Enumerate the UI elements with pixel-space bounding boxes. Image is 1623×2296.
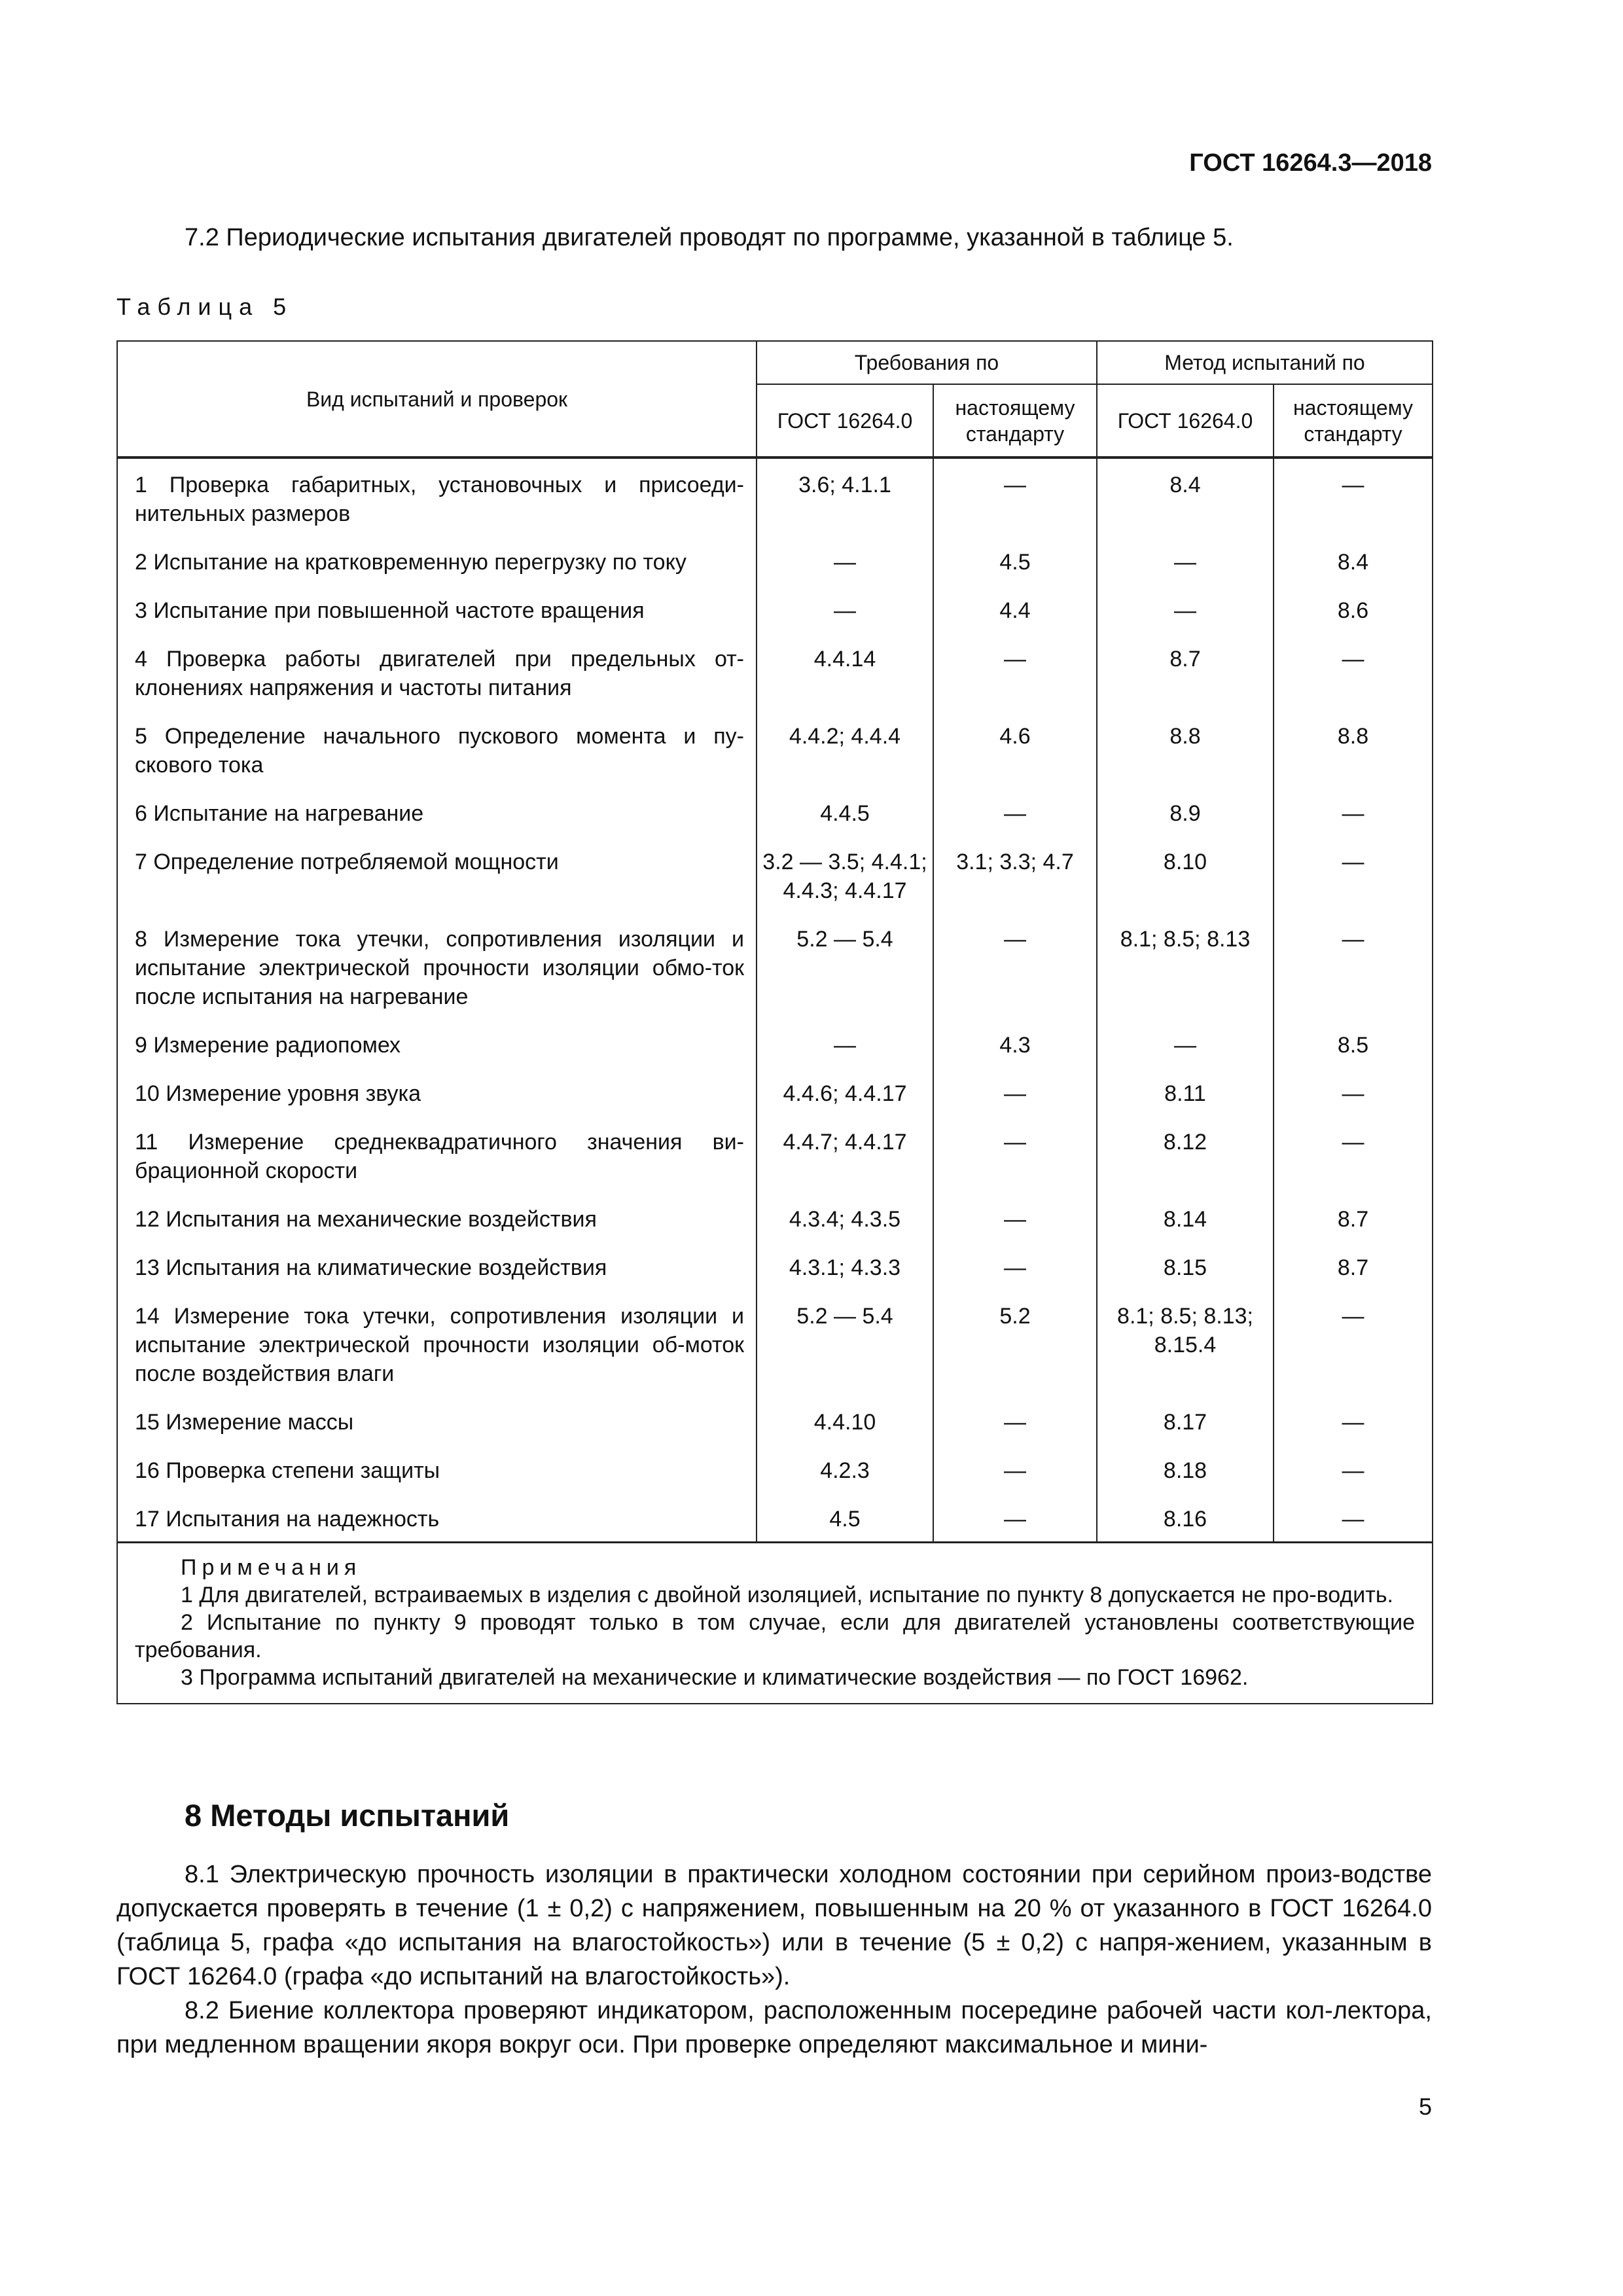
row-test-name: 3 Испытание при повышенной частоте вращения	[117, 596, 757, 645]
row-method-gost: 8.4	[1097, 457, 1274, 548]
row-req-gost: 4.4.6; 4.4.17	[757, 1079, 933, 1128]
table-row	[117, 1253, 1433, 1302]
table-label: Таблица 5	[116, 293, 294, 320]
row-method-standard: —	[1274, 1408, 1433, 1456]
row-req-gost: 4.4.7; 4.4.17	[757, 1128, 933, 1205]
table-row	[117, 645, 1433, 722]
row-req-gost: —	[757, 548, 933, 596]
row-method-gost: 8.14	[1097, 1205, 1274, 1253]
header-method-standard: настоящему стандарту	[1274, 384, 1433, 457]
row-test-name: 9 Измерение радиопомех	[117, 1031, 757, 1079]
row-method-standard: —	[1274, 645, 1433, 722]
row-method-gost: 8.17	[1097, 1408, 1274, 1456]
row-req-gost: 4.4.14	[757, 645, 933, 722]
row-test-name: 4 Проверка работы двигателей при предельных от-клонениях напряжения и частоты питания	[117, 645, 757, 722]
row-test-name: 11 Измерение среднеквадратичного значения ви-брационной скорости	[117, 1128, 757, 1205]
row-method-gost: 8.18	[1097, 1456, 1274, 1505]
row-req-standard: 4.6	[933, 722, 1097, 799]
row-req-standard: —	[933, 1253, 1097, 1302]
row-method-standard: 8.5	[1274, 1031, 1433, 1079]
page-number: 5	[1418, 2093, 1432, 2120]
note-item: 1 Для двигателей, встраиваемых в изделия с двойной изоляцией, испытание по пункту 8 допускается не про-водить.	[181, 1583, 1393, 1607]
header-test-method: Метод испытаний по	[1097, 341, 1433, 384]
row-req-gost: 4.3.1; 4.3.3	[757, 1253, 933, 1302]
row-req-standard: —	[933, 457, 1097, 548]
header-requirements: Требования по	[757, 341, 1097, 384]
row-req-standard: —	[933, 1128, 1097, 1205]
table-row	[117, 722, 1433, 799]
row-req-standard: 5.2	[933, 1302, 1097, 1408]
row-method-gost: —	[1097, 596, 1274, 645]
row-method-gost: —	[1097, 548, 1274, 596]
row-req-gost: 3.6; 4.1.1	[757, 457, 933, 548]
row-req-gost: 5.2 — 5.4	[757, 1302, 933, 1408]
row-test-name: 16 Проверка степени защиты	[117, 1456, 757, 1505]
row-method-standard: —	[1274, 1505, 1433, 1543]
row-test-name: 5 Определение начального пускового момента и пу-скового тока	[117, 722, 757, 799]
row-req-gost: 4.4.2; 4.4.4	[757, 722, 933, 799]
paragraph: 8.2 Биение коллектора проверяют индикатором, расположенным посередине рабочей части кол-лектора, при медленном вращении якоря вокруг оси. При проверке определяют максимальное и мини-	[116, 1997, 1432, 2058]
row-req-gost: —	[757, 1031, 933, 1079]
row-req-standard: —	[933, 1079, 1097, 1128]
row-method-standard: —	[1274, 1456, 1433, 1505]
row-method-gost: 8.10	[1097, 848, 1274, 925]
row-req-standard: —	[933, 1205, 1097, 1253]
table-notes	[117, 1543, 1433, 1704]
row-req-gost: 4.5	[757, 1505, 933, 1543]
row-req-gost: 4.3.4; 4.3.5	[757, 1205, 933, 1253]
row-method-standard: 8.7	[1274, 1253, 1433, 1302]
table-row	[117, 848, 1433, 925]
row-test-name: 13 Испытания на климатические воздействия	[117, 1253, 757, 1302]
table-row	[117, 1456, 1433, 1505]
row-req-gost: 4.4.5	[757, 799, 933, 848]
row-test-name: 6 Испытание на нагревание	[117, 799, 757, 848]
note-item: 2 Испытание по пункту 9 проводят только в том случае, если для двигателей установлены соответствующие требования.	[135, 1610, 1415, 1662]
row-test-name: 14 Измерение тока утечки, сопротивления изоляции и испытание электрической прочности изоляции об-моток после воздействия влаги	[117, 1302, 757, 1408]
row-method-gost: 8.7	[1097, 645, 1274, 722]
row-req-standard: —	[933, 925, 1097, 1031]
row-test-name: 8 Измерение тока утечки, сопротивления изоляции и испытание электрической прочности изоляции обмо-ток после испытания на нагревание	[117, 925, 757, 1031]
table-row	[117, 548, 1433, 596]
table-row	[117, 799, 1433, 848]
row-test-name: 1 Проверка габаритных, установочных и присоеди-нительных размеров	[117, 457, 757, 548]
notes-title: Примечания	[181, 1555, 362, 1580]
row-method-standard: 8.4	[1274, 548, 1433, 596]
row-method-gost: 8.1; 8.5; 8.13; 8.15.4	[1097, 1302, 1274, 1408]
row-test-name: 12 Испытания на механические воздействия	[117, 1205, 757, 1253]
header-test-type: Вид испытаний и проверок	[117, 341, 757, 457]
row-req-standard: —	[933, 1456, 1097, 1505]
row-req-gost: —	[757, 596, 933, 645]
row-req-standard: 4.5	[933, 548, 1097, 596]
section-heading: 8 Методы испытаний	[185, 1798, 510, 1833]
test-program-table	[116, 340, 1433, 1704]
table-row	[117, 596, 1433, 645]
row-req-standard: —	[933, 1408, 1097, 1456]
row-method-standard: 8.7	[1274, 1205, 1433, 1253]
row-req-standard: —	[933, 799, 1097, 848]
document-standard-number: ГОСТ 16264.3—2018	[1189, 149, 1432, 177]
row-test-name: 7 Определение потребляемой мощности	[117, 848, 757, 925]
row-method-standard: 8.8	[1274, 722, 1433, 799]
row-method-standard: —	[1274, 799, 1433, 848]
table-row	[117, 1079, 1433, 1128]
table-row	[117, 1205, 1433, 1253]
row-req-standard: 4.4	[933, 596, 1097, 645]
row-method-gost: 8.1; 8.5; 8.13	[1097, 925, 1274, 1031]
header-req-standard: настоящему стандарту	[933, 384, 1097, 457]
row-method-standard: —	[1274, 925, 1433, 1031]
row-method-gost: 8.15	[1097, 1253, 1274, 1302]
row-test-name: 2 Испытание на кратковременную перегрузку по току	[117, 548, 757, 596]
row-req-gost: 4.2.3	[757, 1456, 933, 1505]
row-method-gost: 8.12	[1097, 1128, 1274, 1205]
table-row	[117, 1128, 1433, 1205]
row-req-gost: 3.2 — 3.5; 4.4.1; 4.4.3; 4.4.17	[757, 848, 933, 925]
row-method-standard: —	[1274, 1302, 1433, 1408]
section-body	[116, 1857, 1432, 2062]
header-method-gost: ГОСТ 16264.0	[1097, 384, 1274, 457]
table-row	[117, 925, 1433, 1031]
header-req-gost: ГОСТ 16264.0	[757, 384, 933, 457]
row-method-standard: —	[1274, 457, 1433, 548]
row-req-gost: 4.4.10	[757, 1408, 933, 1456]
intro-paragraph: 7.2 Периодические испытания двигателей проводят по программе, указанной в таблице 5.	[185, 224, 1234, 251]
row-method-gost: —	[1097, 1031, 1274, 1079]
row-req-gost: 5.2 — 5.4	[757, 925, 933, 1031]
row-method-standard: —	[1274, 1079, 1433, 1128]
table-row	[117, 1505, 1433, 1543]
note-item: 3 Программа испытаний двигателей на механические и климатические воздействия — по ГОСТ 16962.	[181, 1665, 1249, 1690]
row-method-standard: —	[1274, 848, 1433, 925]
row-req-standard: 4.3	[933, 1031, 1097, 1079]
row-test-name: 15 Измерение массы	[117, 1408, 757, 1456]
row-req-standard: 3.1; 3.3; 4.7	[933, 848, 1097, 925]
row-method-standard: —	[1274, 1128, 1433, 1205]
row-method-gost: 8.9	[1097, 799, 1274, 848]
table-row	[117, 457, 1433, 548]
row-req-standard: —	[933, 1505, 1097, 1543]
row-test-name: 17 Испытания на надежность	[117, 1505, 757, 1543]
row-method-gost: 8.8	[1097, 722, 1274, 799]
row-method-gost: 8.11	[1097, 1079, 1274, 1128]
paragraph: 8.1 Электрическую прочность изоляции в практически холодном состоянии при серийном произ-водстве допускается проверять в течение (1 ± 0,2) с напряжением, повышенным на 20 % от указанного в ГОСТ 16264.0 (таблица 5, графа «до испытания на влагостойкость») или в течение (5 ± 0,2) с напря-жением, указанным в ГОСТ 16264.0 (графа «до испытаний на влагостойкость»).	[116, 1861, 1432, 1990]
row-req-standard: —	[933, 645, 1097, 722]
table-row	[117, 1408, 1433, 1456]
row-method-standard: 8.6	[1274, 596, 1433, 645]
table-row	[117, 1031, 1433, 1079]
table-row	[117, 1302, 1433, 1408]
row-method-gost: 8.16	[1097, 1505, 1274, 1543]
row-test-name: 10 Измерение уровня звука	[117, 1079, 757, 1128]
